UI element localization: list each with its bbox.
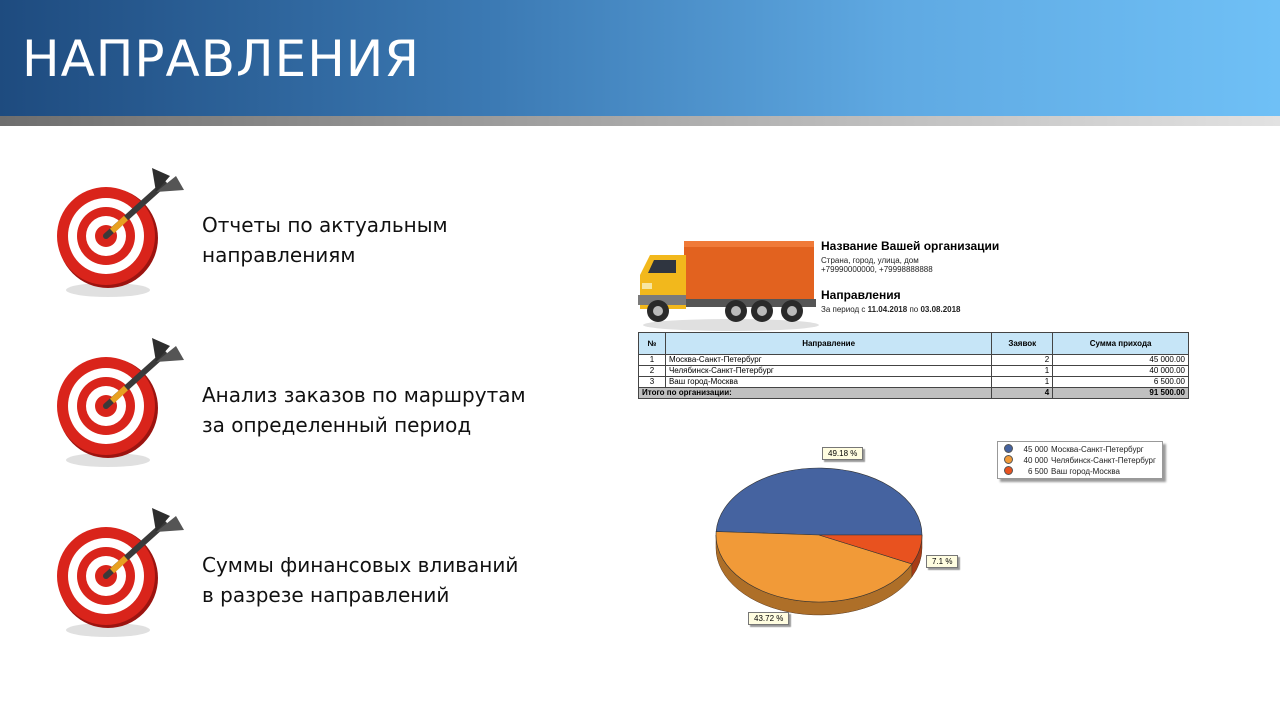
report-title: Направления [821,288,901,302]
title-underline-bar [0,116,1280,126]
period-from: 11.04.2018 [867,305,908,314]
bullet-text-analysis [202,380,526,440]
period-prefix: За период с [821,305,866,314]
organization-phones: +79990000000, +79998888888 [821,265,933,274]
row-orders: 1 [992,366,1053,377]
dart-target-icon [52,502,192,642]
column-header: № [639,333,666,355]
report-preview [636,235,1196,415]
dart-target-icon [52,162,192,302]
total-label: Итого по организации: [639,388,992,399]
row-orders: 2 [992,355,1053,366]
table-total-row [639,388,1189,399]
legend-item [1004,444,1144,455]
legend-item [1004,466,1120,477]
slice-percent-label: 43.72 % [748,612,789,625]
dart-target-icon [52,332,192,472]
row-number: 3 [639,377,666,388]
chart-legend [997,441,1163,479]
bullet-line: Отчеты по актуальным [202,213,448,237]
bullet-line: в разрезе направлений [202,583,450,607]
row-sum: 6 500.00 [1053,377,1189,388]
table-header-row [639,333,1189,355]
bullet-text-reports [202,210,448,270]
legend-label: Челябинск-Санкт-Петербург [1051,456,1156,465]
table-row [639,355,1189,366]
row-orders: 1 [992,377,1053,388]
directions-table [638,332,1189,399]
organization-name: Название Вашей организации [821,239,1000,253]
bullet-line: Анализ заказов по маршрутам [202,383,526,407]
bullet-line: направлениям [202,243,356,267]
row-direction: Челябинск-Санкт-Петербург [665,366,991,377]
legend-label: Москва-Санкт-Петербург [1051,445,1144,454]
slice-percent-label: 7.1 % [926,555,958,568]
total-orders: 4 [992,388,1053,399]
bullet-line: за определенный период [202,413,472,437]
slice-percent-label: 49.18 % [822,447,863,460]
column-header: Направление [665,333,991,355]
row-direction: Москва-Санкт-Петербург [665,355,991,366]
legend-value: 6 500 [1027,467,1048,476]
title-banner [0,0,1280,116]
legend-swatch [1004,466,1013,475]
pie-slice [716,468,922,535]
row-number: 2 [639,366,666,377]
legend-item [1004,455,1156,466]
report-period [821,305,961,314]
bullet-text-finance [202,550,518,610]
legend-value: 40 000 [1023,456,1048,465]
legend-swatch [1004,444,1013,453]
slide-title: НАПРАВЛЕНИЯ [22,30,420,88]
column-header: Заявок [992,333,1053,355]
row-sum: 45 000.00 [1053,355,1189,366]
legend-swatch [1004,455,1013,464]
period-mid: по [909,305,919,314]
pie-chart [700,440,1000,640]
bullet-line: Суммы финансовых вливаний [202,553,519,577]
row-direction: Ваш город-Москва [665,377,991,388]
row-sum: 40 000.00 [1053,366,1189,377]
column-header: Сумма прихода [1053,333,1189,355]
legend-value: 45 000 [1023,445,1048,454]
truck-icon [636,235,821,333]
total-sum: 91 500.00 [1053,388,1189,399]
legend-label: Ваш город-Москва [1051,467,1120,476]
row-number: 1 [639,355,666,366]
table-row [639,377,1189,388]
organization-address: Страна, город, улица, дом [821,256,919,265]
table-row [639,366,1189,377]
period-to: 03.08.2018 [920,305,961,314]
